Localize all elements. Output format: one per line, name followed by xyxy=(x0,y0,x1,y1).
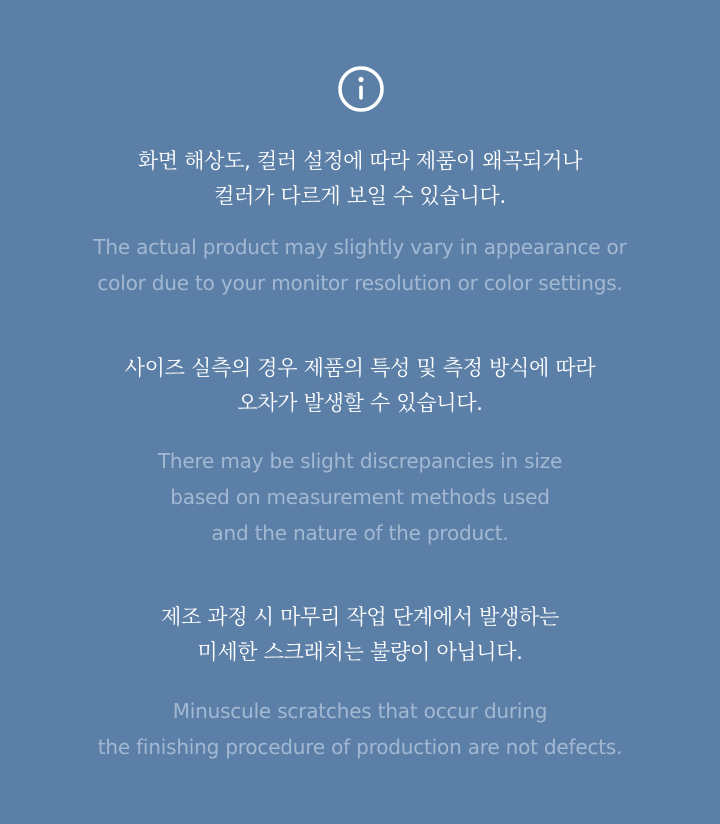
notice-2-english xyxy=(0,443,720,551)
notice-1-english-line: color due to your monitor resolution or color settings. xyxy=(97,271,623,295)
info-circle-icon xyxy=(337,65,385,113)
notice-3-english xyxy=(0,693,720,765)
notice-1-english-line: The actual product may slightly vary in appearance or xyxy=(93,235,627,259)
notice-3-english-line: Minuscule scratches that occur during xyxy=(172,699,548,723)
notice-3-korean-line: 제조 과정 시 마무리 작업 단계에서 발생하는 xyxy=(161,605,559,629)
notice-2-english-line: There may be slight discrepancies in size xyxy=(157,449,563,473)
notice-3-korean-line: 미세한 스크래치는 불량이 아닙니다. xyxy=(197,640,523,664)
notice-2-korean xyxy=(0,351,720,421)
notice-2-korean-line: 오차가 발생할 수 있습니다. xyxy=(237,391,483,415)
notice-1-korean-line: 컬러가 다르게 보일 수 있습니다. xyxy=(214,184,506,208)
notice-1-english xyxy=(0,229,720,301)
notice-3-english-line: the finishing procedure of production are not defects. xyxy=(97,735,623,759)
notice-3-korean xyxy=(0,600,720,670)
notice-2-english-line: based on measurement methods used xyxy=(170,485,550,509)
notice-2-english-line: and the nature of the product. xyxy=(211,521,509,545)
notice-1-korean-line: 화면 해상도, 컬러 설정에 따라 제품이 왜곡되거나 xyxy=(137,149,583,173)
notice-1-korean xyxy=(0,144,720,214)
notice-2-korean-line: 사이즈 실측의 경우 제품의 특성 및 측정 방식에 따라 xyxy=(124,356,596,380)
